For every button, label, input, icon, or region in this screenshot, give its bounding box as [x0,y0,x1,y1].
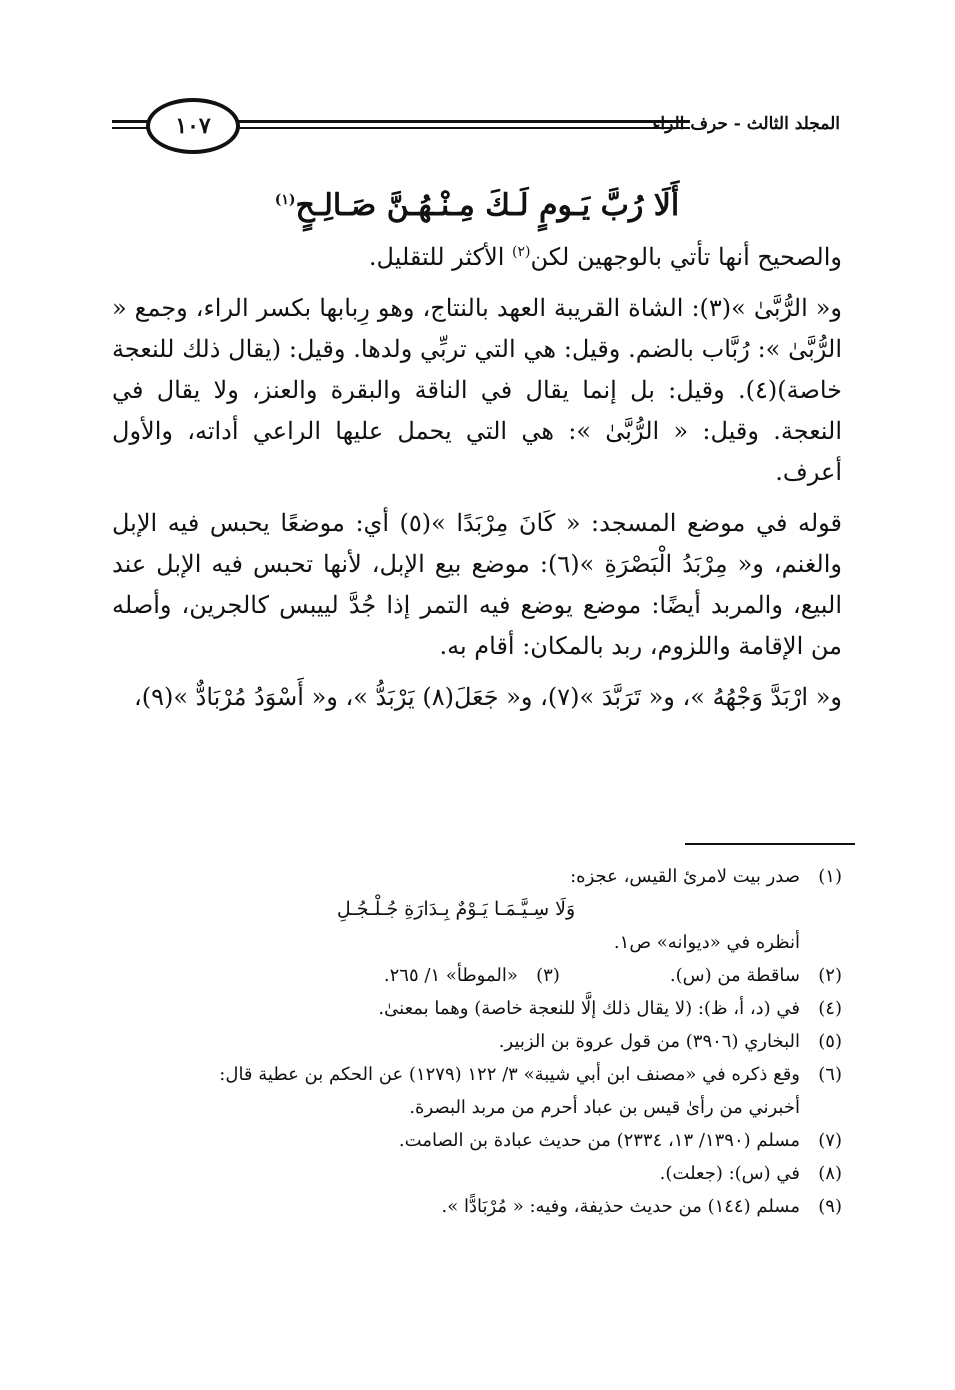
page-number-oval [146,98,240,154]
header-rule-upper [212,120,690,123]
footnote-row-2-3 [112,959,842,992]
intro-footnote-ref: (٢) [512,244,531,260]
footnote-text: صدر بيت لامرئ القيس، عجزه: [570,866,800,887]
footnote-number: (٧) [818,1130,842,1151]
footnote-number: (١) [818,866,842,887]
footnote-4 [112,992,842,1025]
footnote-2 [670,959,842,992]
footnote-text: مسلم (١٤٤) من حديث حذيفة، وفيه: « مُرْبَادًّا ». [441,1196,800,1217]
footnote-8 [112,1157,842,1190]
footnote-text: وقع ذكره في «مصنف ابن أبي شيبة» ٣/ ١٢٢ (١٢٧٩) عن الحكم بن عطية قال: [219,1064,800,1085]
main-text [112,170,842,718]
footnotes [112,860,842,1223]
footnote-number: (٢) [818,965,842,986]
verse-text: أَلَا رُبَّ يَـومٍ لَـكَ مِـنْـهُـنَّ صَـالِـحٍ [295,188,680,223]
footnote-text: في (د، أ، ظ): (لا يقال ذلك إلَّا للنعجة خاصة) وهما بمعنىٰ. [378,998,800,1019]
header-rule-lower [212,127,690,129]
footnote-number: (٥) [818,1031,842,1052]
poem-verse [112,170,842,230]
footnote-text: «الموطأ» ١/ ٢٦٥. [383,965,518,986]
paragraph-irbadda: و« ارْبَدَّ وَجْهُهُ »، و« تَرَبَّدَ »(٧)، و« جَعَلَ(٨) يَرْبَدُّ »، و« أَسْوَدُ مُرْبَادٌّ »(٩)، [134,683,842,711]
footnote-number: (٨) [818,1163,842,1184]
footnote-text: في (س): (جعلت). [659,1163,800,1184]
footnote-text: مسلم (١٣٩٠/ ١٣، ٢٣٣٤) من حديث عبادة بن الصامت. [398,1130,800,1151]
footnote-3 [384,959,560,992]
page-header [112,96,840,156]
page-number: ١٠٧ [175,113,211,139]
header-rule-left [112,120,148,123]
footnote-1 [112,860,842,959]
intro-line [112,232,842,278]
footnote-text: البخاري (٣٩٠٦) من قول عروة بن الزبير. [498,1031,800,1052]
footnote-7 [112,1124,842,1157]
footnote-number: (٣) [536,965,560,986]
footnote-number: (٩) [818,1196,842,1217]
paragraph-rubba: و« الرُّبَّىٰ »(٣): الشاة القريبة العهد بالنتاج، وهو رِبابها بكسر الراء، وجمع « الرُّبَّىٰ »: رُبَّاب بالضم. وقيل: هي التي تربِّي ولدها. وقيل: (يقال ذلك للنعجة خاصة)(٤). وقيل: بل إنما يقال في الناقة والبقرة والعنز، ولا يقال في النعجة. وقيل: « الرُّبَّىٰ »: هي التي يحمل عليها الراعي أداته، والأول أعرف. [112,294,843,486]
paragraph-mirbad: قوله في موضع المسجد: « كَانَ مِرْبَدًا »(٥) أي: موضعًا يحبس فيه الإبل والغنم، و« مِرْبَدُ الْبَصْرَةِ »(٦): موضع بيع الإبل، لأنها تحبس فيه الإبل عند البيع، والمربد أيضًا: موضع يوضع فيه التمر إذا جُدَّ لييبس كالجرين، وأصله من الإقامة واللزوم، ربد بالمكان: أقام به. [112,509,843,660]
footnote-separator [685,843,855,845]
footnote-verse: وَلَا سِـيَّـمَـا يَـوْمٌ بِـدَارَةِ جُـلْـجُـلِ [336,898,576,920]
intro-line-b: الأكثر للتقليل. [368,243,513,271]
footnote-text: ساقطة من (س). [669,965,800,986]
footnote-5 [112,1025,842,1058]
intro-line-a: والصحيح أنها تأتي بالوجهين لكن [530,243,842,271]
footnote-number: (٤) [818,998,842,1019]
footnote-reference: أنظره في «ديوانه» ص١. [613,932,800,953]
verse-footnote-ref: (١) [274,192,296,208]
footnote-number: (٦) [818,1064,842,1085]
footnote-text-continued: أخبرني من رأىٰ قيس بن عباد أحرم من مربد البصرة. [409,1097,800,1118]
footnote-6 [112,1058,842,1124]
running-title: المجلد الثالث - حرف الراء [652,114,840,134]
footnote-9 [112,1190,842,1223]
header-rule-left-lower [112,127,148,129]
